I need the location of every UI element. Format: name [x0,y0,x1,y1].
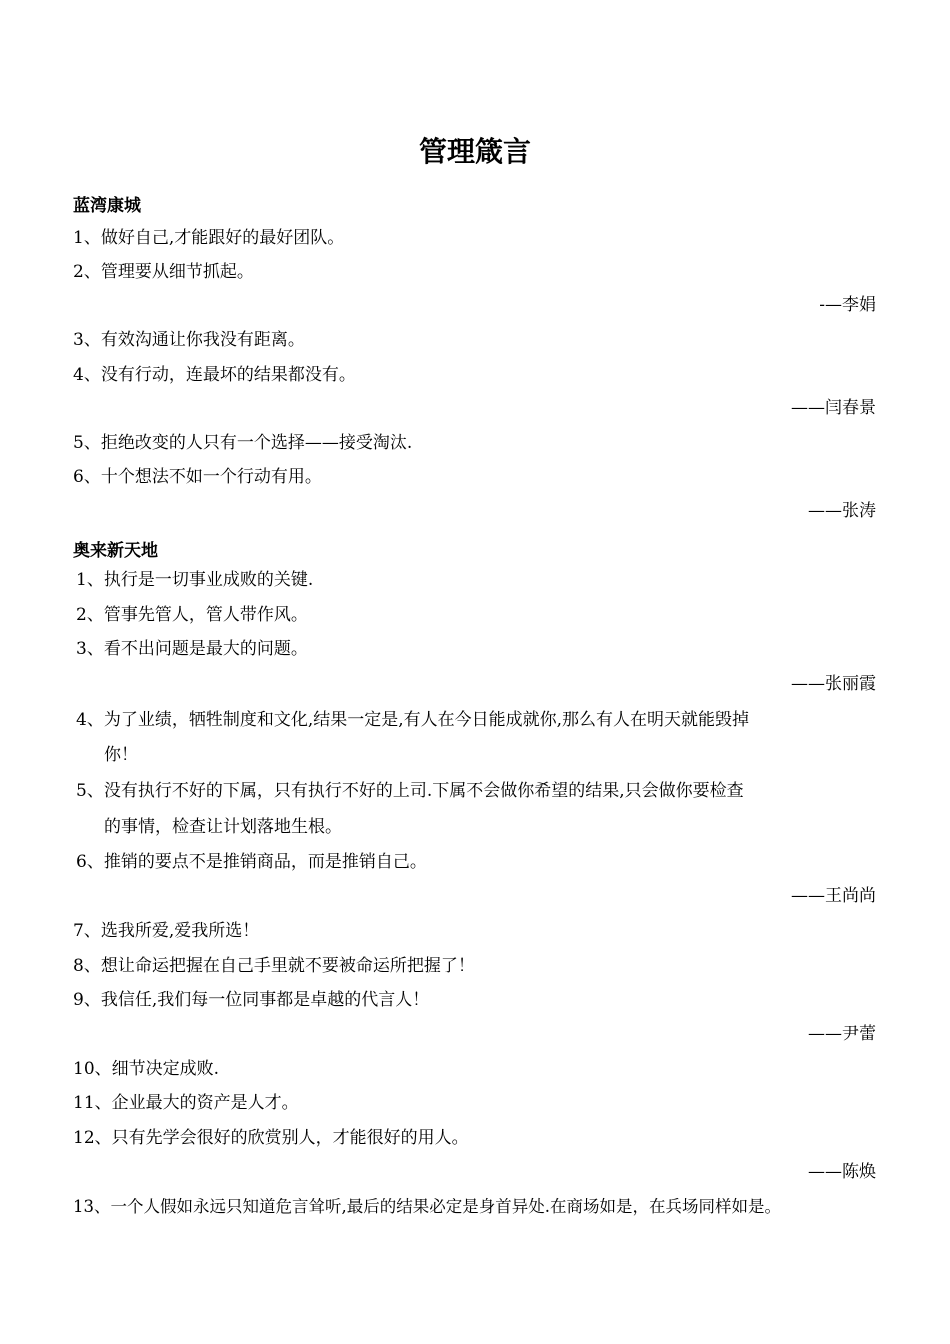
quote-line: 2、管理要从细节抓起。 [73,262,254,282]
quote-line: 1、做好自己,才能跟好的最好团队。 [73,228,345,248]
quote-line: 1、执行是一切事业成败的关键. [76,570,314,590]
quote-author: ——王尚尚 [791,886,876,906]
quote-line: 10、细节决定成败. [73,1059,220,1079]
quote-author: ——张涛 [808,501,876,521]
quote-line: 5、拒绝改变的人只有一个选择——接受淘汰. [73,433,413,453]
page-title: 管理箴言 [418,135,531,168]
quote-line: 13、一个人假如永远只知道危言耸听,最后的结果必定是身首异处.在商场如是，在兵场同样如是。 [73,1197,781,1216]
quote-line: 9、我信任,我们每一位同事都是卓越的代言人！ [73,990,430,1010]
quote-line: 6、十个想法不如一个行动有用。 [73,467,322,487]
quote-author: ——尹蕾 [808,1024,876,1044]
quote-line: 3、有效沟通让你我没有距离。 [73,330,305,350]
quote-author: ——陈焕 [808,1162,876,1182]
section-heading-lanwan: 蓝湾康城 [73,196,141,216]
quote-line: 4、没有行动，连最坏的结果都没有。 [73,365,356,385]
quote-line-continuation: 你！ [104,745,138,765]
quote-line: 8、想让命运把握在自己手里就不要被命运所把握了！ [73,956,475,976]
quote-author: ——张丽霞 [791,674,876,694]
quote-line: 3、看不出问题是最大的问题。 [76,639,308,659]
quote-line: 7、选我所爱,爱我所选！ [73,921,260,941]
quote-line: 2、管事先管人，管人带作风。 [76,605,308,625]
quote-line: 12、只有先学会很好的欣赏别人，才能很好的用人。 [73,1128,469,1148]
quote-line: 6、推销的要点不是推销商品，而是推销自己。 [76,852,427,872]
quote-author: ——闫春景 [791,398,876,418]
quote-line-continuation: 的事情，检查让计划落地生根。 [104,817,342,837]
section-heading-aolai: 奥来新天地 [73,541,158,561]
quote-author: -—李娟 [819,295,876,315]
quote-line: 5、没有执行不好的下属，只有执行不好的上司.下属不会做你希望的结果,只会做你要检查 [76,781,744,801]
quote-line: 11、企业最大的资产是人才。 [73,1093,299,1113]
quote-line: 4、为了业绩，牺牲制度和文化,结果一定是,有人在今日能成就你,那么有人在明天就能毁掉 [76,710,750,730]
